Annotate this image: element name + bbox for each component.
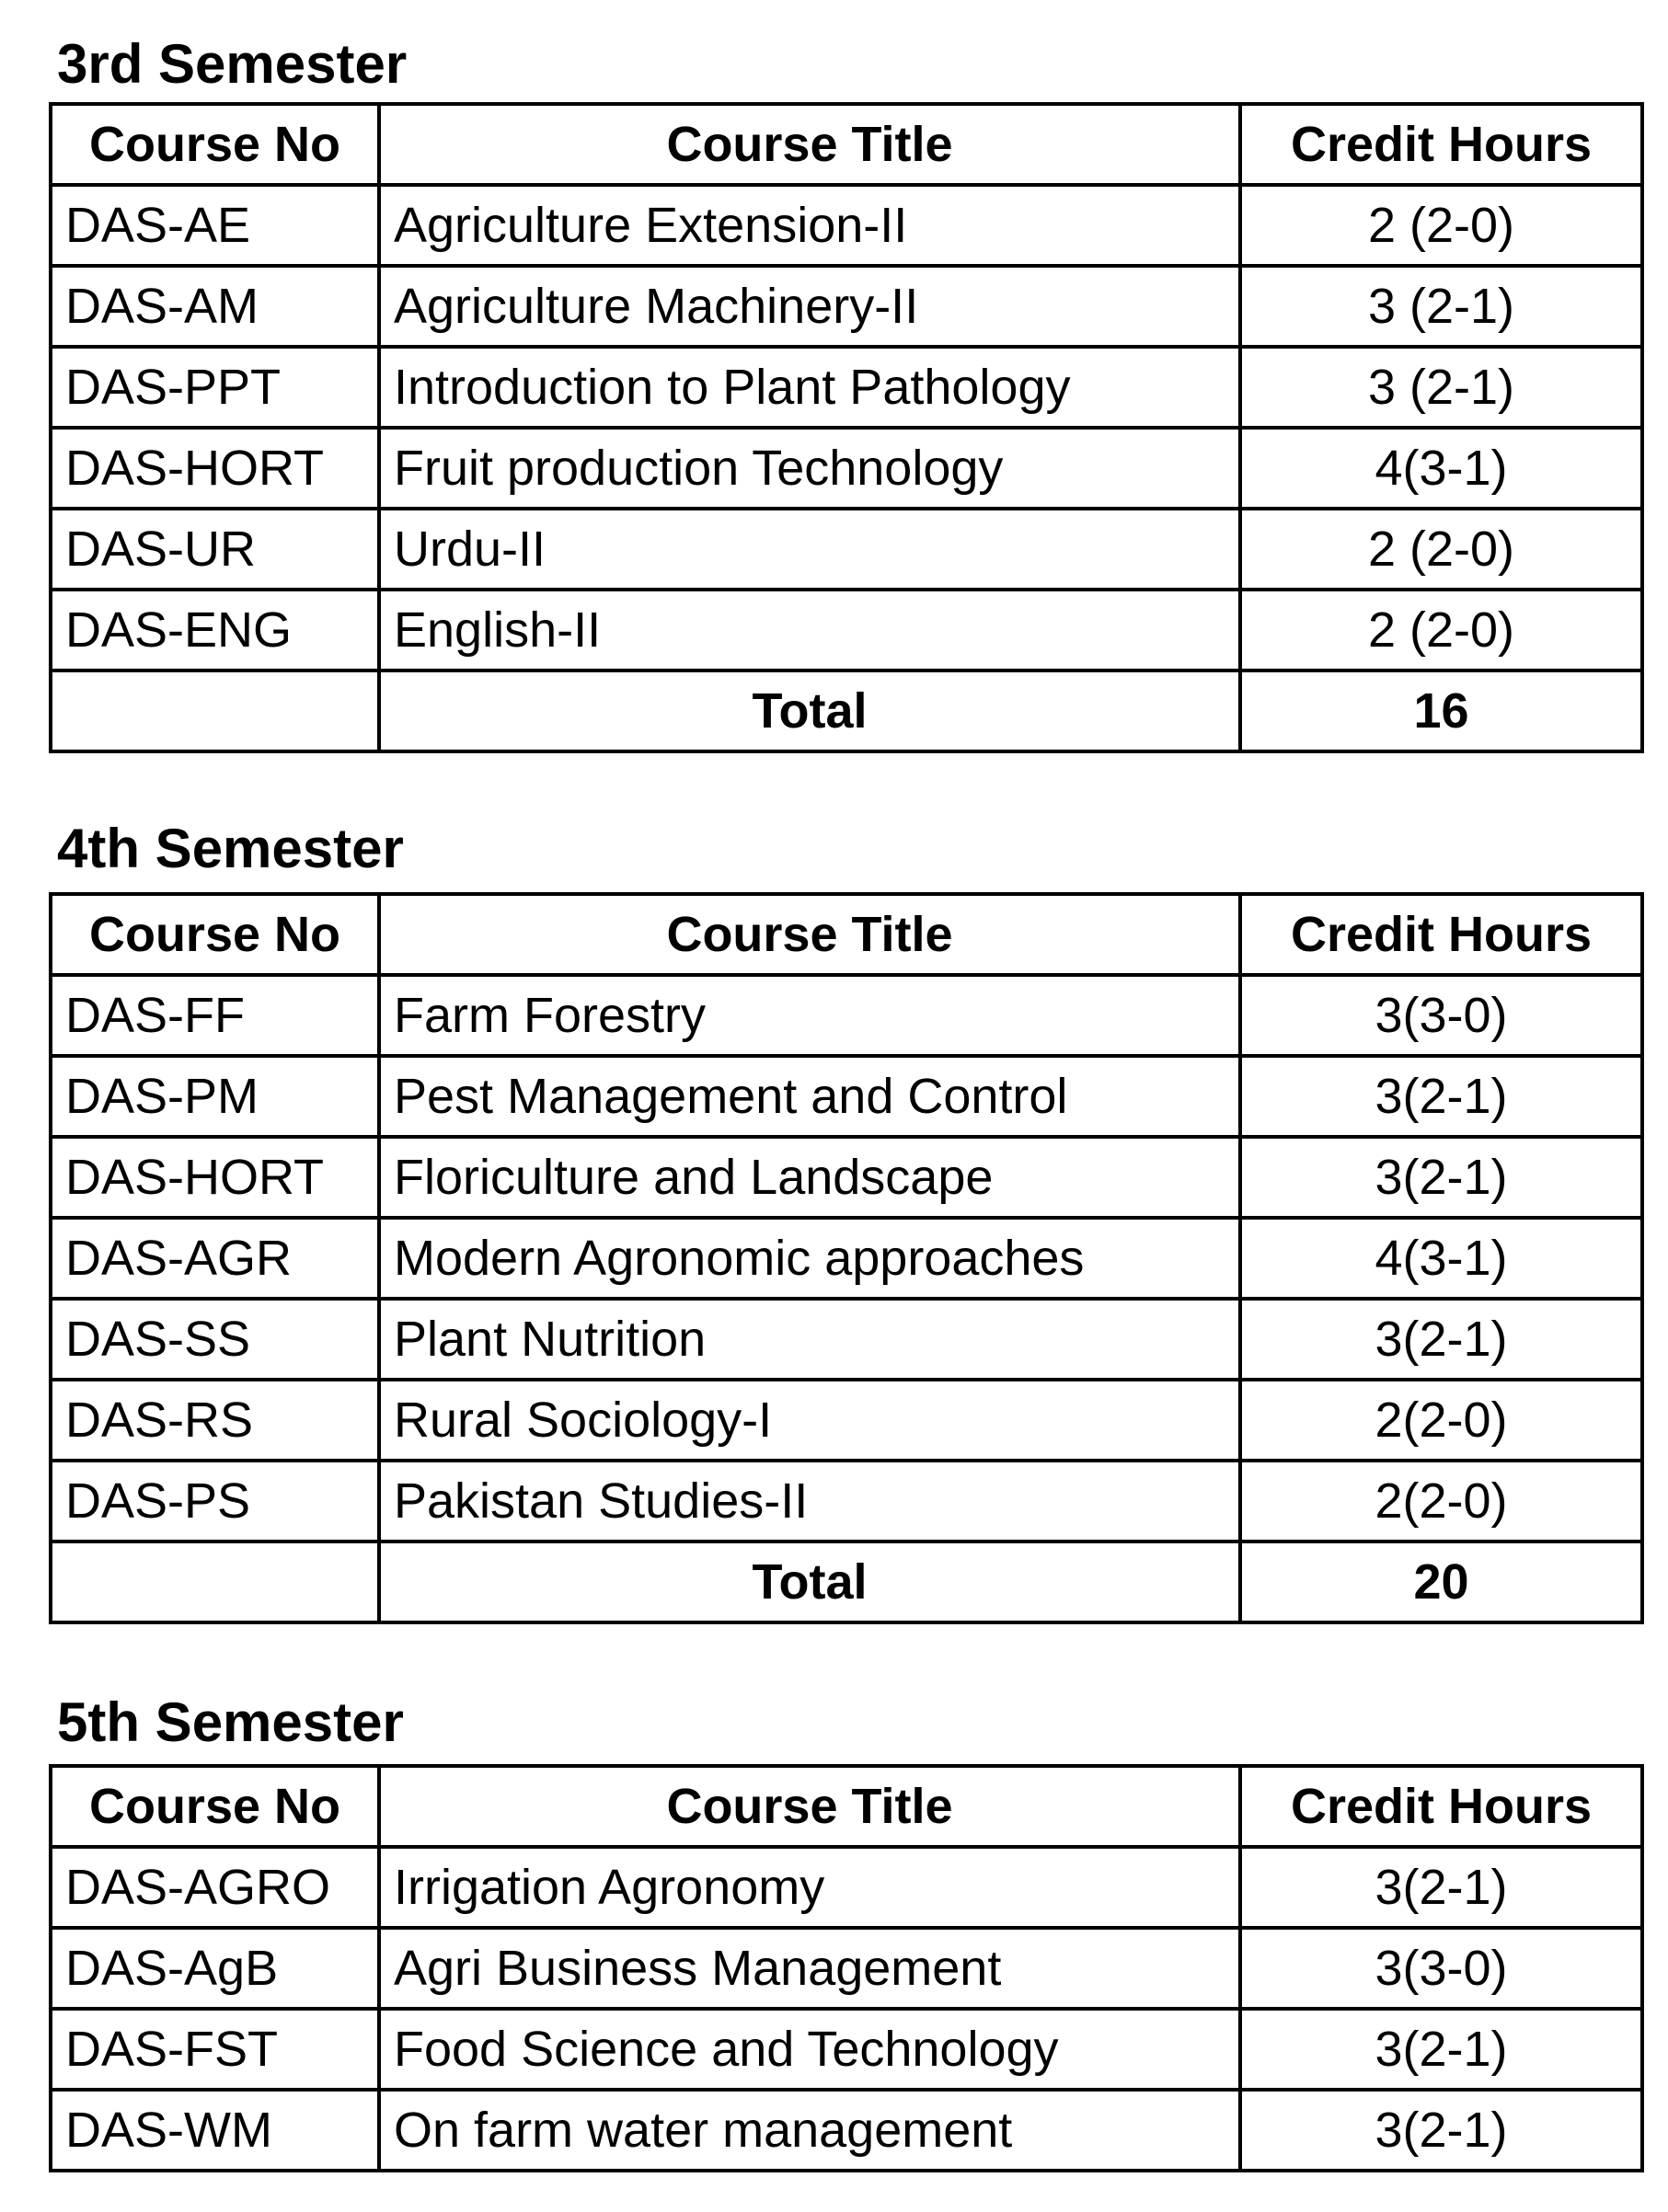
course-code: DAS-AGRO [51, 1847, 379, 1928]
table-row [51, 2009, 1642, 2090]
credit-hours: 3 (2-1) [1240, 347, 1642, 428]
credit-hours: 2 (2-0) [1240, 509, 1642, 590]
table-row [51, 1380, 1642, 1461]
course-code: DAS-PPT [51, 347, 379, 428]
table-header-row [51, 1766, 1642, 1847]
credit-hours: 3(2-1) [1240, 1847, 1642, 1928]
course-code: DAS-SS [51, 1299, 379, 1380]
table-row [51, 975, 1642, 1056]
table-row [51, 1299, 1642, 1380]
credit-hours: 3(2-1) [1240, 1137, 1642, 1218]
credit-hours: 2(2-0) [1240, 1461, 1642, 1542]
course-title: Agriculture Extension-II [379, 185, 1240, 266]
empty-cell [51, 1542, 379, 1622]
table-row [51, 1847, 1642, 1928]
course-title: On farm water management [379, 2090, 1240, 2171]
credit-hours: 2(2-0) [1240, 1380, 1642, 1461]
course-code: DAS-AGR [51, 1218, 379, 1299]
course-table-5th-semester [49, 1764, 1644, 2172]
table-row [51, 185, 1642, 266]
course-code: DAS-ENG [51, 590, 379, 670]
course-title: English-II [379, 590, 1240, 670]
column-header-course-title: Course Title [379, 894, 1240, 975]
table-row [51, 1461, 1642, 1542]
table-row [51, 1056, 1642, 1137]
table-row [51, 1137, 1642, 1218]
course-title: Food Science and Technology [379, 2009, 1240, 2090]
course-code: DAS-HORT [51, 1137, 379, 1218]
credit-hours: 3(3-0) [1240, 1928, 1642, 2009]
semester-heading-4th: 4th Semester [57, 818, 404, 879]
course-title: Agri Business Management [379, 1928, 1240, 2009]
table-row [51, 2090, 1642, 2171]
table-row [51, 428, 1642, 509]
course-code: DAS-RS [51, 1380, 379, 1461]
column-header-credit-hours: Credit Hours [1240, 104, 1642, 185]
course-title: Floriculture and Landscape [379, 1137, 1240, 1218]
table-row [51, 509, 1642, 590]
course-title: Pakistan Studies-II [379, 1461, 1240, 1542]
semester-heading-5th: 5th Semester [57, 1691, 404, 1753]
course-title: Modern Agronomic approaches [379, 1218, 1240, 1299]
total-row [51, 1542, 1642, 1622]
column-header-course-no: Course No [51, 1766, 379, 1847]
credit-hours: 3(2-1) [1240, 1299, 1642, 1380]
course-code: DAS-FST [51, 2009, 379, 2090]
credit-hours: 3 (2-1) [1240, 266, 1642, 347]
course-code: DAS-FF [51, 975, 379, 1056]
empty-cell [51, 670, 379, 751]
course-title: Plant Nutrition [379, 1299, 1240, 1380]
credit-hours: 3(2-1) [1240, 2009, 1642, 2090]
total-row [51, 670, 1642, 751]
course-code: DAS-AgB [51, 1928, 379, 2009]
total-credit-hours: 20 [1240, 1542, 1642, 1622]
credit-hours: 2 (2-0) [1240, 185, 1642, 266]
credit-hours: 3(3-0) [1240, 975, 1642, 1056]
course-title: Pest Management and Control [379, 1056, 1240, 1137]
course-title: Introduction to Plant Pathology [379, 347, 1240, 428]
credit-hours: 3(2-1) [1240, 1056, 1642, 1137]
total-credit-hours: 16 [1240, 670, 1642, 751]
course-title: Fruit production Technology [379, 428, 1240, 509]
total-label: Total [379, 1542, 1240, 1622]
column-header-credit-hours: Credit Hours [1240, 894, 1642, 975]
column-header-credit-hours: Credit Hours [1240, 1766, 1642, 1847]
course-code: DAS-UR [51, 509, 379, 590]
course-title: Irrigation Agronomy [379, 1847, 1240, 1928]
credit-hours: 3(2-1) [1240, 2090, 1642, 2171]
course-code: DAS-AE [51, 185, 379, 266]
table-row [51, 1218, 1642, 1299]
course-title: Urdu-II [379, 509, 1240, 590]
table-header-row [51, 894, 1642, 975]
column-header-course-title: Course Title [379, 1766, 1240, 1847]
semester-heading-3rd: 3rd Semester [57, 33, 408, 95]
column-header-course-no: Course No [51, 894, 379, 975]
course-code: DAS-PM [51, 1056, 379, 1137]
course-table-3rd-semester [49, 102, 1644, 753]
total-label: Total [379, 670, 1240, 751]
credit-hours: 4(3-1) [1240, 428, 1642, 509]
course-code: DAS-PS [51, 1461, 379, 1542]
course-code: DAS-AM [51, 266, 379, 347]
credit-hours: 4(3-1) [1240, 1218, 1642, 1299]
credit-hours: 2 (2-0) [1240, 590, 1642, 670]
table-row [51, 1928, 1642, 2009]
table-row [51, 266, 1642, 347]
column-header-course-title: Course Title [379, 104, 1240, 185]
course-table-4th-semester [49, 892, 1644, 1624]
table-header-row [51, 104, 1642, 185]
course-title: Rural Sociology-I [379, 1380, 1240, 1461]
course-code: DAS-HORT [51, 428, 379, 509]
course-title: Farm Forestry [379, 975, 1240, 1056]
column-header-course-no: Course No [51, 104, 379, 185]
table-row [51, 590, 1642, 670]
table-row [51, 347, 1642, 428]
course-title: Agriculture Machinery-II [379, 266, 1240, 347]
course-code: DAS-WM [51, 2090, 379, 2171]
